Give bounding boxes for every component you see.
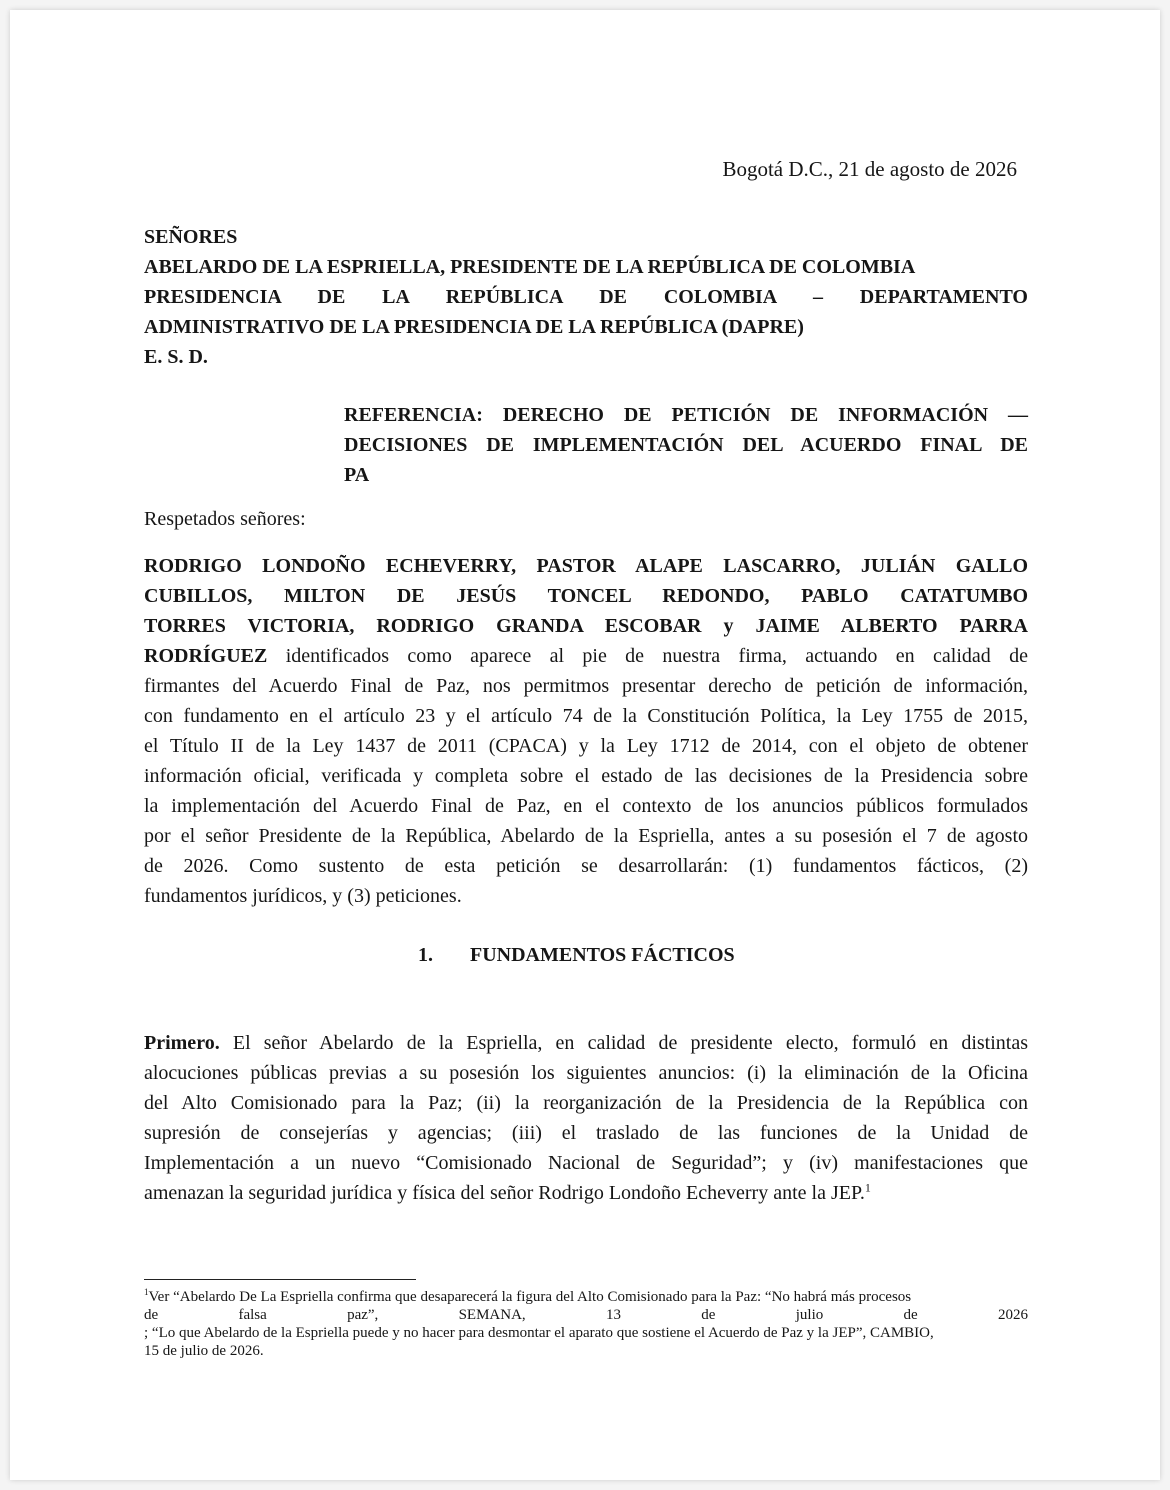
paragraph-line: por el señor Presidente de la República, Abelardo de la Espriella, antes a su posesión el 7 de agosto	[144, 825, 1028, 847]
addressee-line: ADMINISTRATIVO DE LA PRESIDENCIA DE LA REPÚBLICA (DAPRE)	[144, 316, 804, 338]
addressee-line: ABELARDO DE LA ESPRIELLA, PRESIDENTE DE LA REPÚBLICA DE COLOMBIA	[144, 256, 916, 278]
section-number: 1.	[418, 944, 433, 966]
paragraph-line: Implementación a un nuevo “Comisionado Nacional de Seguridad”; y (iv) manifestaciones que	[144, 1152, 1028, 1174]
paragraph-line	[144, 1178, 1028, 1208]
addressee-line: SEÑORES	[144, 226, 238, 248]
addressee-line: E. S. D.	[144, 346, 208, 368]
paragraph-line: RODRIGO LONDOÑO ECHEVERRY, PASTOR ALAPE LASCARRO, JULIÁN GALLO	[144, 555, 1028, 577]
section-heading	[418, 940, 735, 970]
paragraph-line: de 2026. Como sustento de esta petición se desarrollarán: (1) fundamentos fácticos, (2)	[144, 855, 1028, 877]
paragraph-line: TORRES VICTORIA, RODRIGO GRANDA ESCOBAR y JAIME ALBERTO PARRA	[144, 615, 1028, 637]
footnote-marker: 1	[144, 1288, 149, 1297]
paragraph-line: alocuciones públicas previas a su posesión los siguientes anuncios: (i) la eliminación de la Oficina	[144, 1062, 1028, 1084]
footnote-divider	[144, 1279, 416, 1280]
paragraph-text: identificados como aparece al pie de nuestra firma, actuando en calidad de	[267, 645, 1028, 667]
paragraph-line	[144, 1028, 1028, 1058]
reference-line: PA	[344, 464, 370, 486]
paragraph-line: firmantes del Acuerdo Final de Paz, nos permitmos presentar derecho de petición de información,	[144, 675, 1028, 697]
paragraph-line: con fundamento en el artículo 23 y el artículo 74 de la Constitución Política, la Ley 1755 de 2015,	[144, 705, 1028, 727]
footnote-line: de falsa paz”, SEMANA, 13 de julio de 2026	[144, 1307, 1028, 1323]
footnote-line: 15 de julio de 2026.	[144, 1343, 264, 1359]
reference-line: REFERENCIA: DERECHO DE PETICIÓN DE INFORMACIÓN —	[344, 404, 1028, 426]
footnote-text: Ver “Abelardo De La Espriella confirma que desaparecerá la figura del Alto Comisionado para la Paz: “No habrá más procesos	[148, 1289, 912, 1305]
paragraph-line: fundamentos jurídicos, y (3) peticiones.	[144, 885, 462, 907]
reference-block	[344, 400, 1028, 490]
paragraph-line: la implementación del Acuerdo Final de Paz, en el contexto de los anuncios públicos formulados	[144, 795, 1028, 817]
footnote	[144, 1288, 1028, 1360]
paragraph-text: amenazan la seguridad jurídica y física del señor Rodrigo Londoño Echeverry ante la JEP.	[144, 1182, 865, 1204]
paragraph-text: El señor Abelardo de la Espriella, en calidad de presidente electo, formuló en distintas	[219, 1032, 1028, 1054]
footnote-line: ; “Lo que Abelardo de la Espriella puede y no hacer para desmontar el aparato que sostiene el Acuerdo de Paz y la JEP”, CAMBIO,	[144, 1325, 934, 1341]
footnote-line	[144, 1288, 1028, 1306]
paragraph-label: Primero.	[144, 1032, 220, 1054]
paragraph-line: del Alto Comisionado para la Paz; (ii) la reorganización de la Presidencia de la República con	[144, 1092, 1028, 1114]
paragraph-line	[144, 641, 1028, 671]
intro-paragraph	[144, 551, 1028, 911]
signatory-name: RODRÍGUEZ	[144, 645, 268, 667]
footnote-reference[interactable]: 1	[864, 1180, 871, 1195]
paragraph-line: supresión de consejerías y agencias; (iii) el traslado de las funciones de la Unidad de	[144, 1122, 1028, 1144]
addressee-line: PRESIDENCIA DE LA REPÚBLICA DE COLOMBIA – DEPARTAMENTO	[144, 286, 1028, 308]
paragraph-line: el Título II de la Ley 1437 de 2011 (CPACA) y la Ley 1712 de 2014, con el objeto de obtener	[144, 735, 1028, 757]
addressee-block	[144, 222, 1028, 372]
salutation: Respetados señores:	[144, 508, 306, 530]
paragraph-line: información oficial, verificada y completa sobre el estado de las decisiones de la Presidencia sobre	[144, 765, 1028, 787]
letter-date: Bogotá D.C., 21 de agosto de 2026	[722, 157, 1017, 181]
primero-paragraph	[144, 1028, 1028, 1208]
paragraph-line: CUBILLOS, MILTON DE JESÚS TONCEL REDONDO, PABLO CATATUMBO	[144, 585, 1028, 607]
section-title: FUNDAMENTOS FÁCTICOS	[470, 944, 735, 966]
reference-line: DECISIONES DE IMPLEMENTACIÓN DEL ACUERDO FINAL DE	[344, 434, 1028, 456]
document-page	[10, 10, 1160, 1480]
